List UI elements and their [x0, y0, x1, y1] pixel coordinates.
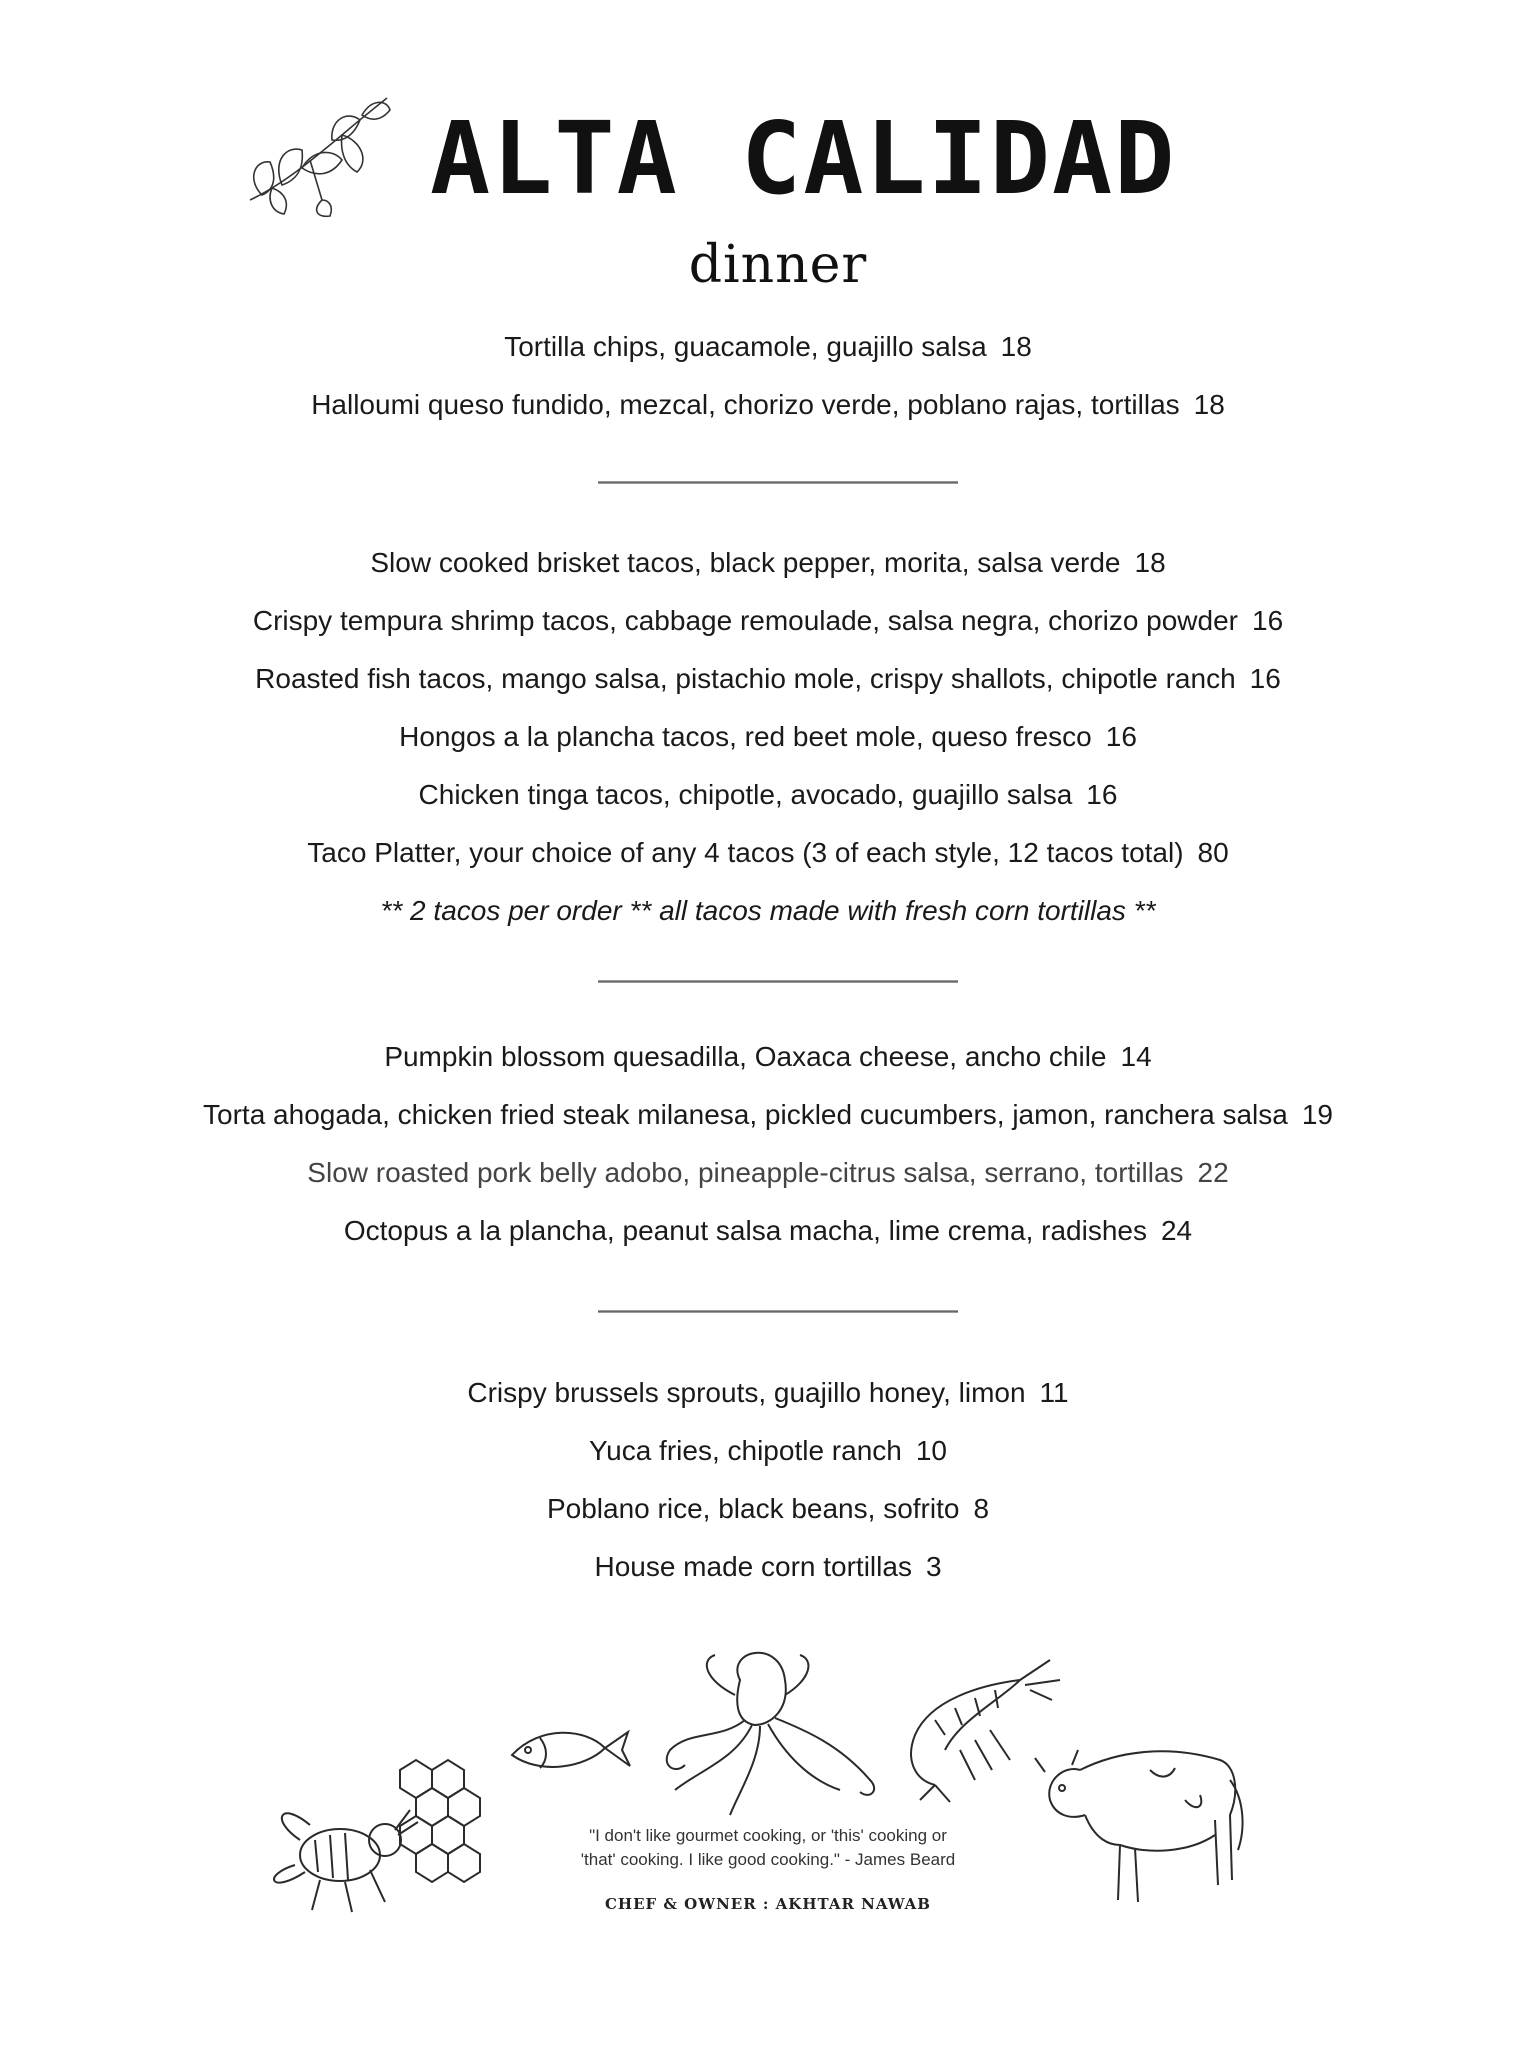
menu-section-sides	[0, 1364, 1536, 1596]
menu-item: Slow roasted pork belly adobo, pineapple-citrus salsa, serrano, tortillas 22	[307, 1157, 1229, 1188]
menu-item: Chicken tinga tacos, chipotle, avocado, guajillo salsa 16	[418, 779, 1118, 810]
menu-item-price: 19	[1301, 1099, 1333, 1130]
menu-item-price: 80	[1197, 837, 1229, 868]
restaurant-name: ALTA CALIDAD	[430, 100, 1177, 217]
menu-item-price: 18	[1000, 331, 1032, 362]
footer-quote	[0, 1824, 1536, 1872]
menu-item-price: 14	[1120, 1041, 1152, 1072]
chef-credit: CHEF & OWNER : AKHTAR NAWAB	[604, 1895, 931, 1913]
menu-item-price: 11	[1039, 1377, 1069, 1408]
menu-item-price: 8	[973, 1493, 990, 1524]
menu-item: Halloumi queso fundido, mezcal, chorizo verde, poblano rajas, tortillas 18	[311, 389, 1225, 420]
shrimp-icon	[911, 1660, 1060, 1802]
menu-item-price: 24	[1160, 1215, 1193, 1246]
octopus-icon	[667, 1653, 874, 1815]
menu-item: Slow cooked brisket tacos, black pepper, morita, salsa verde 18	[370, 547, 1166, 578]
menu-item-price: 16	[1086, 779, 1118, 810]
menu-item: Pumpkin blossom quesadilla, Oaxaca cheese, ancho chile 14	[384, 1041, 1152, 1072]
menu-item: Yuca fries, chipotle ranch 10	[589, 1435, 947, 1466]
menu-subtitle: dinner	[688, 235, 868, 295]
quote-line: 'that' cooking. I like good cooking." - James Beard	[580, 1850, 956, 1869]
menu-item-price: 16	[1249, 663, 1281, 694]
section-divider	[598, 1310, 958, 1313]
menu-item: Torta ahogada, chicken fried steak milanesa, pickled cucumbers, jamon, ranchera salsa 19	[203, 1099, 1333, 1130]
fish-icon	[512, 1732, 630, 1768]
menu-section-tacos	[0, 534, 1536, 940]
menu-item-price: 16	[1252, 605, 1284, 636]
menu-item-price: 18	[1134, 547, 1166, 578]
menu-item: Taco Platter, your choice of any 4 tacos (3 of each style, 12 tacos total) 80	[307, 837, 1229, 868]
menu-item: Roasted fish tacos, mango salsa, pistachio mole, crispy shallots, chipotle ranch 16	[255, 663, 1281, 694]
menu-item-price: 3	[925, 1551, 942, 1582]
menu-section-starters	[0, 318, 1536, 434]
menu-item-price: 18	[1193, 389, 1225, 420]
section-divider	[598, 481, 958, 484]
menu-item: Poblano rice, black beans, sofrito 8	[546, 1493, 990, 1524]
menu-item: Crispy tempura shrimp tacos, cabbage remoulade, salsa negra, chorizo powder 16	[252, 605, 1284, 636]
menu-item-price: 10	[915, 1435, 947, 1466]
menu-item: House made corn tortillas 3	[594, 1551, 942, 1582]
menu-item: Tortilla chips, guacamole, guajillo salsa 18	[504, 331, 1032, 362]
menu-section-mains	[0, 1028, 1536, 1260]
menu-item-price: 22	[1197, 1157, 1229, 1188]
menu-item-price: 16	[1105, 721, 1137, 752]
tacos-note: ** 2 tacos per order ** all tacos made with fresh corn tortillas **	[380, 895, 1156, 926]
menu-item: Crispy brussels sprouts, guajillo honey, limon 11	[467, 1377, 1069, 1408]
quote-line: "I don't like gourmet cooking, or 'this' cooking or	[589, 1826, 947, 1845]
menu-header	[0, 90, 1536, 230]
leaf-branch-icon	[242, 90, 392, 220]
menu-item: Hongos a la plancha tacos, red beet mole, queso fresco 16	[399, 721, 1137, 752]
section-divider	[598, 980, 958, 983]
menu-item: Octopus a la plancha, peanut salsa macha, lime crema, radishes 24	[343, 1215, 1193, 1246]
